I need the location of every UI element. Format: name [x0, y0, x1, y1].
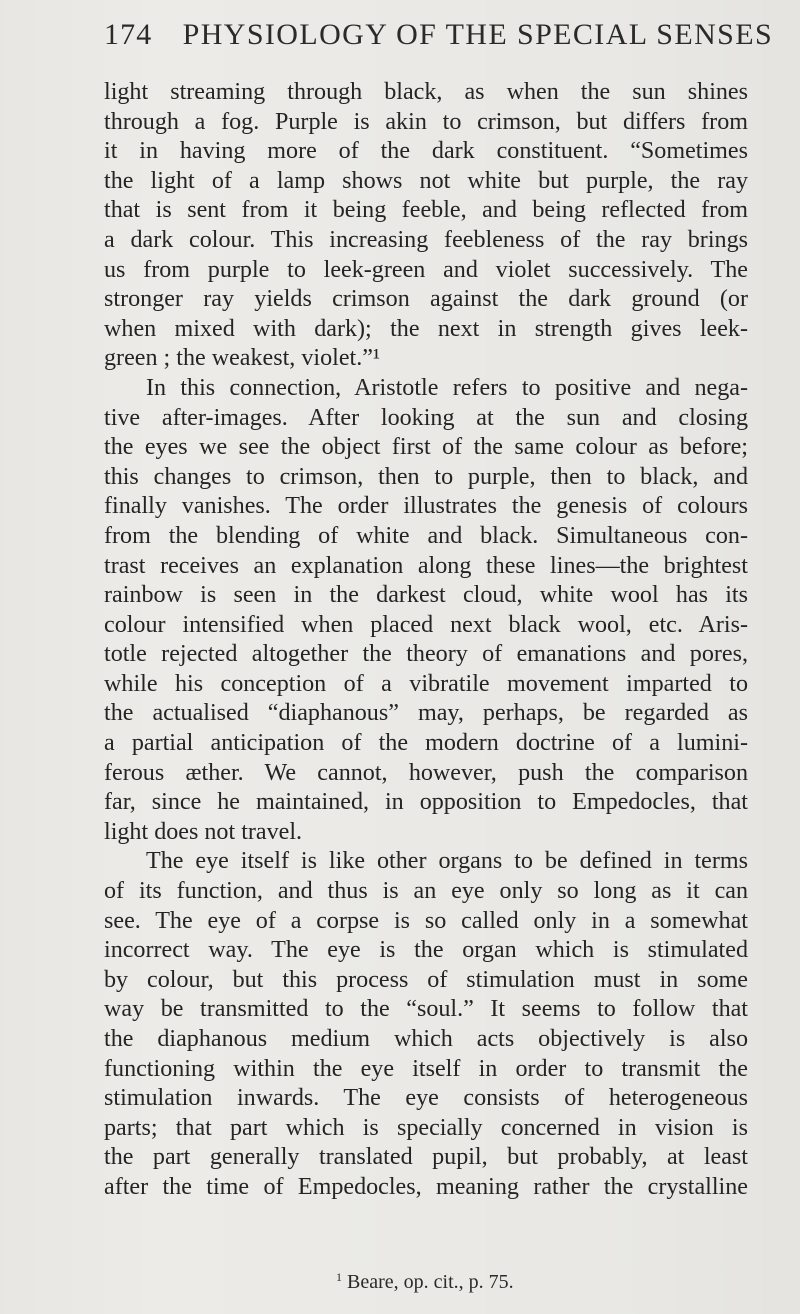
text-line: after the time of Empedocles, meaning rather the crystalline	[104, 1173, 748, 1200]
text-line: the actualised “diaphanous” may, perhaps, be regarded as	[104, 700, 748, 727]
text-line: incorrect way. The eye is the organ which is stimulated	[104, 937, 748, 964]
text-line: tive after-images. After looking at the sun and closing	[104, 404, 748, 431]
text-line: this changes to crimson, then to purple, then to black, and	[104, 463, 748, 490]
footnote-marker: 1	[336, 1270, 342, 1284]
text-line: the eyes we see the object first of the same colour as before;	[104, 434, 748, 461]
text-line: while his conception of a vibratile movement imparted to	[104, 670, 748, 697]
page-header	[104, 18, 774, 62]
text-line: stronger ray yields crimson against the dark ground (or	[104, 286, 748, 313]
text-line: finally vanishes. The order illustrates the genesis of colours	[104, 493, 748, 520]
text-line: of its function, and thus is an eye only so long as it can	[104, 878, 748, 905]
text-line: rainbow is seen in the darkest cloud, white wool has its	[104, 582, 748, 609]
text-line: The eye itself is like other organs to be defined in terms	[146, 848, 748, 875]
text-line: green ; the weakest, violet.”¹	[104, 345, 381, 372]
body-text	[104, 78, 748, 1203]
text-line: the part generally translated pupil, but probably, at least	[104, 1144, 748, 1171]
text-line: trast receives an explanation along these lines—the brightest	[104, 552, 748, 579]
footnote-text: Beare, op. cit., p. 75.	[347, 1271, 514, 1293]
text-line: colour intensified when placed next black wool, etc. Aris-	[104, 611, 748, 638]
text-line: ferous æther. We cannot, however, push the comparison	[104, 759, 748, 786]
text-line: light does not travel.	[104, 818, 303, 845]
text-line: totle rejected altogether the theory of emanations and pores,	[104, 641, 748, 668]
text-line: see. The eye of a corpse is so called only in a somewhat	[104, 907, 748, 934]
footnote	[336, 1270, 736, 1294]
text-line: way be transmitted to the “soul.” It seems to follow that	[104, 996, 748, 1023]
text-line: a dark colour. This increasing feebleness of the ray brings	[104, 226, 748, 253]
text-line: it in having more of the dark constituent. “Sometimes	[104, 138, 748, 165]
running-head: PHYSIOLOGY OF THE SPECIAL SENSES	[182, 18, 774, 51]
text-line: us from purple to leek-green and violet successively. The	[104, 256, 748, 283]
text-line: parts; that part which is specially concerned in vision is	[104, 1114, 748, 1141]
text-line: that is sent from it being feeble, and being reflected from	[104, 197, 748, 224]
text-line: by colour, but this process of stimulation must in some	[104, 966, 748, 993]
text-line: functioning within the eye itself in order to transmit the	[104, 1055, 748, 1082]
text-line: from the blending of white and black. Simultaneous con-	[104, 522, 748, 549]
text-line: the light of a lamp shows not white but purple, the ray	[104, 167, 748, 194]
text-line: when mixed with dark); the next in strength gives leek-	[104, 315, 748, 342]
page-number: 174	[104, 18, 153, 51]
text-line: through a fog. Purple is akin to crimson, but differs from	[104, 108, 748, 135]
text-line: the diaphanous medium which acts objectively is also	[104, 1026, 748, 1052]
text-line: a partial anticipation of the modern doctrine of a lumini-	[104, 730, 748, 757]
text-line: far, since he maintained, in opposition to Empedocles, that	[104, 789, 748, 816]
text-line: stimulation inwards. The eye consists of heterogeneous	[104, 1085, 748, 1112]
text-line: In this connection, Aristotle refers to positive and nega-	[146, 374, 748, 401]
text-line: light streaming through black, as when the sun shines	[104, 79, 748, 105]
